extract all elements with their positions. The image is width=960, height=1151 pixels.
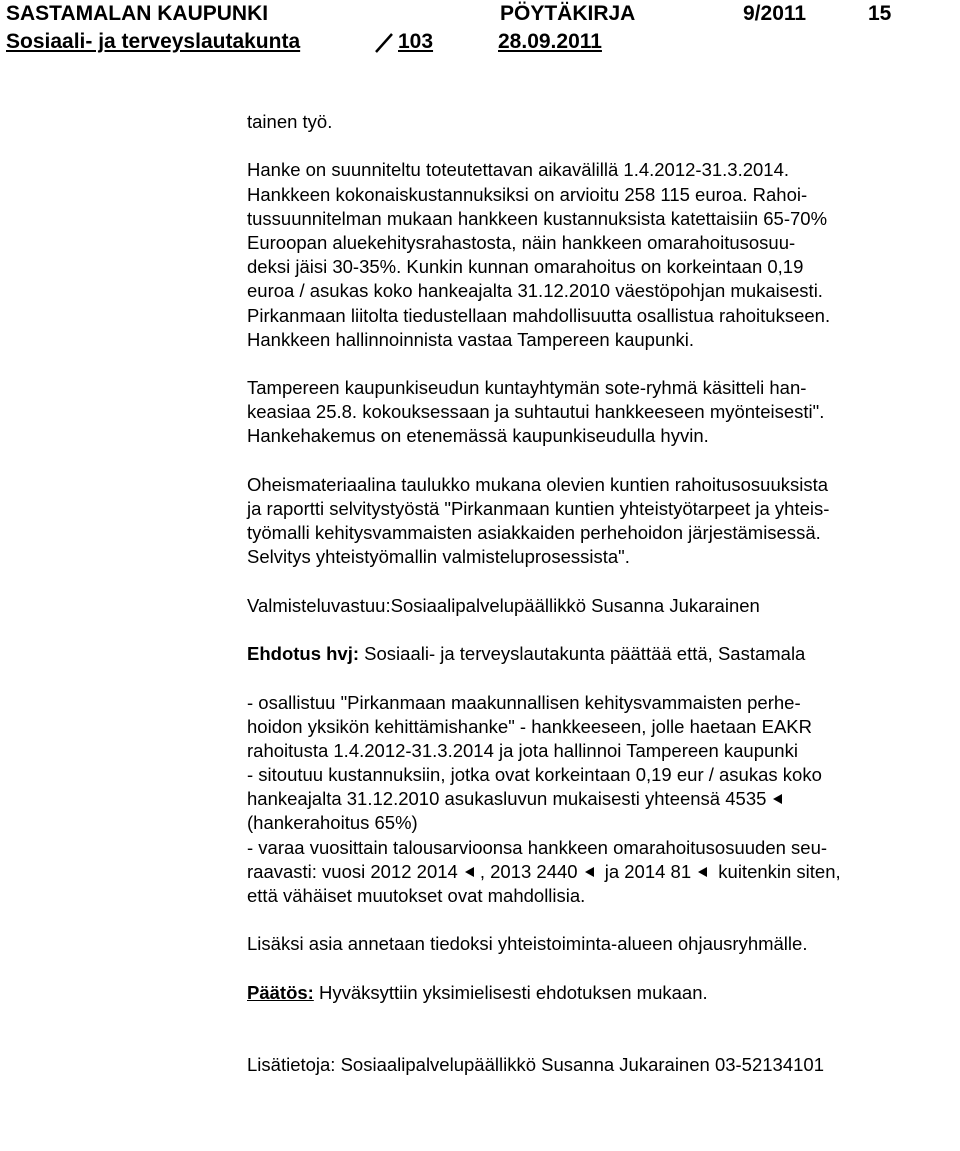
euro-symbol-icon <box>582 864 596 880</box>
list-line-text: raavasti: vuosi 2012 2014 <box>247 860 458 882</box>
header-row-2 <box>6 30 956 56</box>
info-note: Lisäksi asia annetaan tiedoksi yhteistoiminta-alueen ohjausryhmälle. <box>247 933 808 955</box>
list-line: hoidon yksikön kehittämishanke" - hankkeeseen, jolle haetaan EAKR <box>247 715 812 737</box>
preparer-line: Valmisteluvastuu:Sosiaalipalvelupäällikkö Susanna Jukarainen <box>247 594 760 616</box>
euro-symbol-icon <box>770 791 784 807</box>
text-line: työmalli kehitysvammaisten asiakkaiden perhehoidon järjestämisessä. <box>247 522 821 544</box>
list-line-text: kuitenkin siten, <box>713 860 841 882</box>
decision-line <box>247 981 947 1005</box>
list-line: että vähäiset muutokset ovat mahdollisia. <box>247 885 586 906</box>
list-line-text: ja 2014 81 <box>599 860 692 882</box>
proposal-label: Ehdotus hvj: <box>247 643 360 665</box>
list-line <box>247 787 947 811</box>
project-paragraph <box>247 158 947 352</box>
text-line: Tampereen kaupunkiseudun kuntayhtymän sote-ryhmä käsitteli han- <box>247 377 807 399</box>
proposal-line <box>247 642 947 666</box>
page-number: 15 <box>868 2 892 25</box>
committee-name: Sosiaali- ja terveyslautakunta <box>6 30 301 53</box>
text-line: Pirkanmaan liitolta tiedustellaan mahdollisuutta osallistua rahoitukseen. <box>247 304 831 326</box>
list-line: - varaa vuosittain talousarvioonsa hankkeen omarahoitusosuuden seu- <box>247 836 828 858</box>
document-number: 9/2011 <box>743 2 807 25</box>
meeting-date: 28.09.2011 <box>498 30 602 53</box>
text-line: Oheismateriaalina taulukko mukana olevien kuntien rahoitusosuuksista <box>247 473 829 495</box>
text-line: Hankkeen kokonaiskustannuksiksi on arvioitu 258 115 euroa. Rahoi- <box>247 183 808 205</box>
header-row-1 <box>6 2 956 26</box>
continuation-paragraph <box>247 110 947 134</box>
text-line: tainen työ. <box>247 111 333 132</box>
text-line: deksi jäisi 30-35%. Kunkin kunnan omarahoitus on korkeintaan 0,19 <box>247 256 804 278</box>
text-line: Selvitys yhteistyömallin valmisteluprosessista". <box>247 546 630 568</box>
minutes-body <box>247 110 947 1078</box>
list-line <box>247 860 947 884</box>
contact-line: Lisätietoja: Sosiaalipalvelupäällikkö Susanna Jukarainen 03-52134101 <box>247 1054 824 1076</box>
proposal-list <box>247 691 947 909</box>
text-line: tussuunnitelman mukaan hankkeen kustannuksista katettaisiin 65-70% <box>247 207 828 229</box>
proposal-text: Sosiaali- ja terveyslautakunta päättää että, Sastamala <box>359 643 806 665</box>
sote-paragraph <box>247 376 947 449</box>
list-line: - osallistuu "Pirkanmaan maakunnallisen kehitysvammaisten perhe- <box>247 691 801 713</box>
text-line: Euroopan aluekehitysrahastosta, näin hankkeen omarahoitusosuu- <box>247 231 796 253</box>
text-line: ja raportti selvitystyöstä "Pirkanmaan kuntien yhteistyötarpeet ja yhteis- <box>247 498 830 519</box>
text-line: Hanke on suunniteltu toteutettavan aikavälillä 1.4.2012-31.3.2014. <box>247 159 790 181</box>
document-type: PÖYTÄKIRJA <box>500 2 636 25</box>
text-line: euroa / asukas koko hankeajalta 31.12.2010 väestöpohjan mukaisesti. <box>247 280 823 302</box>
text-line: Hankehakemus on etenemässä kaupunkiseudulla hyvin. <box>247 425 709 447</box>
org-name: SASTAMALAN KAUPUNKI <box>6 2 269 25</box>
list-line-text: , 2013 2440 <box>479 860 578 882</box>
decision-text: Hyväksyttiin yksimielisesti ehdotuksen mukaan. <box>313 981 708 1003</box>
list-line: (hankerahoitus 65%) <box>247 812 418 834</box>
section-number: 103 <box>398 30 434 53</box>
attachment-paragraph <box>247 473 947 570</box>
text-line: keasiaa 25.8. kokouksessaan ja suhtautui hankkeeseen myönteisesti". <box>247 401 825 423</box>
euro-symbol-icon <box>462 864 476 880</box>
list-line-text: hankeajalta 31.12.2010 asukasluvun mukaisesti yhteensä 4535 <box>247 788 767 810</box>
list-line: - sitoutuu kustannuksiin, jotka ovat korkeintaan 0,19 eur / asukas koko <box>247 764 822 786</box>
list-line: rahoitusta 1.4.2012-31.3.2014 ja jota hallinnoi Tampereen kaupunki <box>247 739 798 761</box>
decision-label: Päätös: <box>247 981 314 1003</box>
text-line: Hankkeen hallinnoinnista vastaa Tampereen kaupunki. <box>247 328 695 350</box>
euro-symbol-icon <box>695 864 709 880</box>
